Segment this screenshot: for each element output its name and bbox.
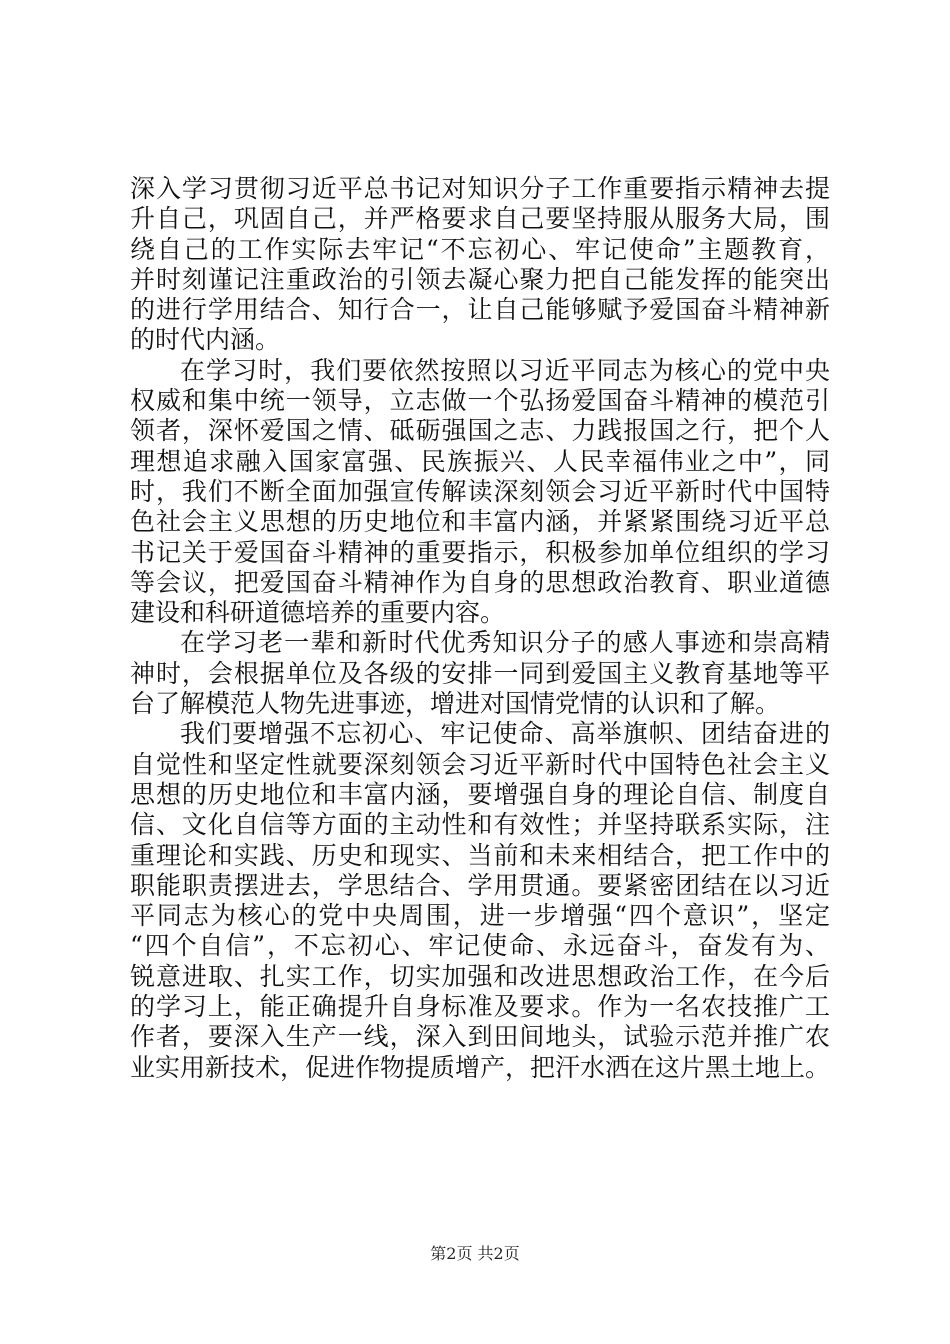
paragraph (130, 628, 830, 719)
text-line: 在学习时，我们要依然按照以习近平同志为核心的党中央 (180, 355, 830, 385)
text-line: 思想的历史地位和丰富内涵，要增强自身的理论自信、制度自 (130, 779, 830, 809)
text-line: 职能职责摆进去，学思结合、学用贯通。要紧密团结在以习近 (130, 870, 830, 900)
text-line: 的学习上，能正确提升自身标准及要求。作为一名农技推广工 (130, 992, 830, 1022)
text-line: 升自己，巩固自己，并严格要求自己要坚持服从服务大局，围 (130, 204, 830, 234)
document-body (130, 174, 830, 1083)
text-line: 在学习老一辈和新时代优秀知识分子的感人事迹和崇高精 (180, 628, 830, 658)
text-line: 书记关于爱国奋斗精神的重要指示，积极参加单位组织的学习 (130, 537, 830, 567)
text-line: 重理论和实践、历史和现实、当前和未来相结合，把工作中的 (130, 840, 830, 870)
text-line: 绕自己的工作实际去牢记“不忘初心、牢记使命”主题教育， (130, 234, 830, 264)
page-footer: 第2页 共2页 (430, 1244, 520, 1263)
text-line: 建设和科研道德培养的重要内容。 (130, 598, 506, 628)
text-line: 深入学习贯彻习近平总书记对知识分子工作重要指示精神去提 (130, 174, 830, 203)
paragraph (130, 356, 830, 629)
text-line: 的时代内涵。 (130, 325, 281, 355)
text-line: 业实用新技术，促进作物提质增产，把汗水洒在这片黑土地上。 (130, 1052, 831, 1082)
text-line: 锐意进取、扎实工作，切实加强和改进思想政治工作，在今后 (130, 961, 830, 991)
paragraph (130, 719, 830, 1083)
text-line: 自觉性和坚定性就要深刻领会习近平新时代中国特色社会主义 (130, 749, 830, 779)
text-line: 作者，要深入生产一线，深入到田间地头，试验示范并推广农 (130, 1022, 830, 1052)
text-line: 理想追求融入国家富强、民族振兴、人民幸福伟业之中”，同 (130, 446, 830, 476)
text-line: 台了解模范人物先进事迹，增进对国情党情的认识和了解。 (130, 689, 781, 719)
text-line: 并时刻谨记注重政治的引领去凝心聚力把自己能发挥的能突出 (130, 264, 830, 294)
text-line: “四个自信”，不忘初心、牢记使命、永远奋斗，奋发有为、 (130, 931, 830, 961)
text-line: 权威和集中统一领导，立志做一个弘扬爱国奋斗精神的模范引 (130, 386, 830, 416)
text-line: 平同志为核心的党中央周围，进一步增强“四个意识”，坚定 (130, 901, 830, 931)
text-line: 的进行学用结合、知行合一，让自己能够赋予爱国奋斗精神新 (130, 295, 830, 325)
text-line: 领者，深怀爱国之情、砥砺强国之志、力践报国之行，把个人 (130, 416, 830, 446)
paragraph (130, 174, 830, 356)
text-line: 神时，会根据单位及各级的安排一同到爱国主义教育基地等平 (130, 658, 830, 688)
text-line: 等会议，把爱国奋斗精神作为自身的思想政治教育、职业道德 (130, 567, 830, 597)
text-line: 色社会主义思想的历史地位和丰富内涵，并紧紧围绕习近平总 (130, 507, 830, 537)
text-line: 我们要增强不忘初心、牢记使命、高举旗帜、团结奋进的 (180, 719, 830, 749)
text-line: 信、文化自信等方面的主动性和有效性；并坚持联系实际，注 (130, 810, 830, 840)
text-line: 时，我们不断全面加强宣传解读深刻领会习近平新时代中国特 (130, 476, 830, 506)
